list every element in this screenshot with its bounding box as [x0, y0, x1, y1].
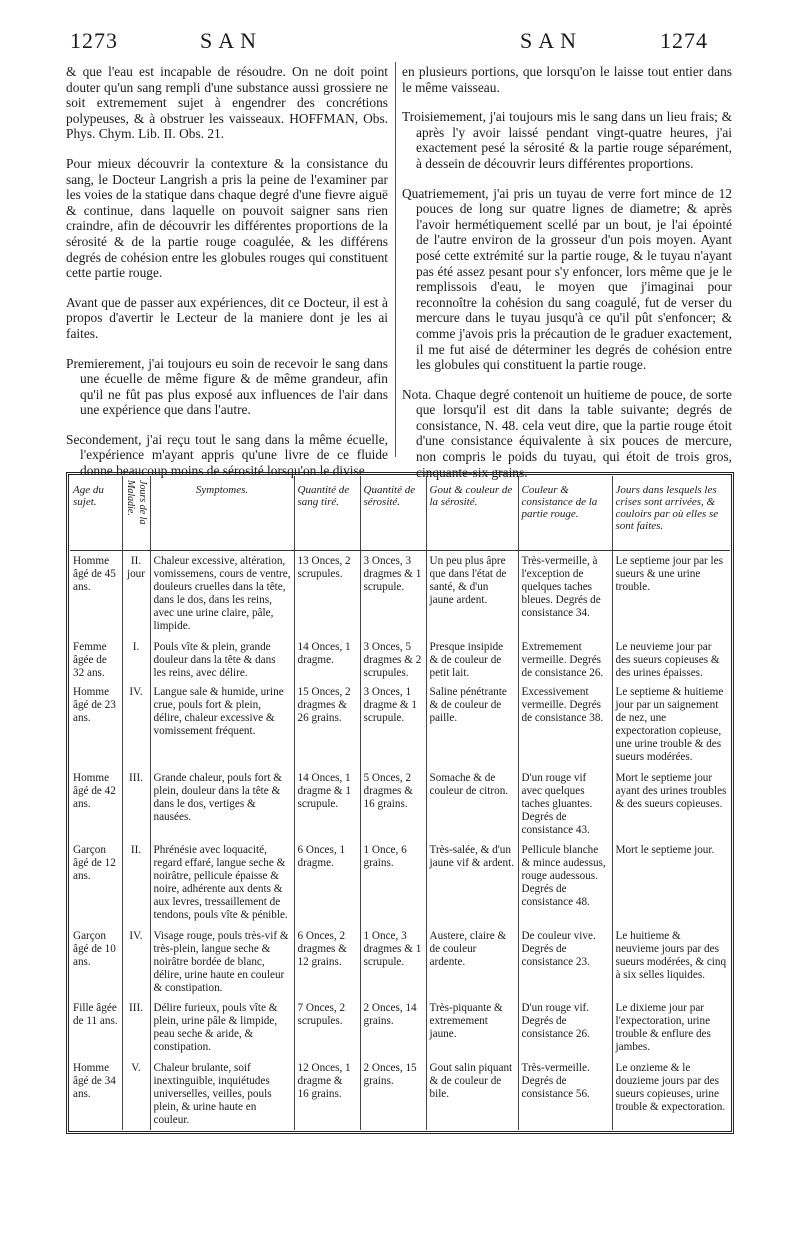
cell-age: Homme âgé de 42 ans. [70, 768, 122, 840]
table-row [70, 926, 730, 998]
paragraph: Nota. Chaque degré contenoit un huitieme de pouce, de sorte que lorsqu'il est dit dans la table suivante; degrés de consistance, N. 48. cela veut dire, que la partie rouge étoit d'une consistance équivalente à six pouces de mercure, non compris le poids du tuyau, qui étoit de trois gros, cinquante-six grains. [402, 386, 732, 480]
header-serosity-taste: Gout & couleur de la sérosité. [426, 476, 518, 551]
cell-serosity-quantity: 5 Onces, 2 dragmes & 16 grains. [360, 768, 426, 840]
cell-blood-quantity: 6 Onces, 1 dragme. [294, 840, 360, 926]
table-row [70, 840, 730, 926]
cell-symptoms: Pouls vîte & plein, grande douleur dans la tête & dans les reins, avec délire. [150, 637, 294, 683]
cell-serosity-taste: Très-salée, & d'un jaune vif & ardent. [426, 840, 518, 926]
cell-red-part: D'un rouge vif. Degrés de consistance 26. [518, 998, 612, 1057]
cell-serosity-taste: Austere, claire & de couleur ardente. [426, 926, 518, 998]
cell-serosity-taste: Somache & de couleur de citron. [426, 768, 518, 840]
cell-age: Femme âgée de 32 ans. [70, 637, 122, 683]
header-red-part: Couleur & consistance de la partie rouge. [518, 476, 612, 551]
table-row [70, 998, 730, 1057]
table-row [70, 551, 730, 637]
cell-serosity-quantity: 1 Once, 3 dragmes & 1 scrupule. [360, 926, 426, 998]
cell-blood-quantity: 15 Onces, 2 dragmes & 26 grains. [294, 682, 360, 768]
cell-serosity-quantity: 2 Onces, 15 grains. [360, 1058, 426, 1130]
cell-days: III. [122, 768, 150, 840]
cell-days: IV. [122, 926, 150, 998]
table-row [70, 682, 730, 768]
cell-serosity-quantity: 1 Once, 6 grains. [360, 840, 426, 926]
column-divider [395, 62, 396, 457]
cell-red-part: Très-vermeille. Degrés de consistance 56. [518, 1058, 612, 1130]
cell-days: V. [122, 1058, 150, 1130]
table-row [70, 1058, 730, 1130]
cell-days: I. [122, 637, 150, 683]
cell-serosity-taste: Gout salin piquant & de couleur de bile. [426, 1058, 518, 1130]
cell-blood-quantity: 7 Onces, 2 scrupules. [294, 998, 360, 1057]
cell-days: III. [122, 998, 150, 1057]
paragraph: Avant que de passer aux expériences, dit ce Docteur, il est à propos d'avertir le Lecteur de la maniere dont je les ai faites. [66, 294, 388, 341]
cell-blood-quantity: 14 Onces, 1 dragme & 1 scrupule. [294, 768, 360, 840]
paragraph: Quatriemement, j'ai pris un tuyau de verre fort mince de 12 pouces de long sur quatre lignes de diametre; & après l'avoir hermétiquement scellé par un bout, je l'ai épointé de l'autre environ de la grosseur d'un pois moyen. Ayant posé cette extrémité sur la partie rouge, & le tuyau n'ayant pas été assez pesant pour s'y enfoncer, lors même que je le remplissois d'eau, le moyen que j'imaginai pour reconnoître la cohésion du sang coagulé, fut de verser du mercure dans le tuyau jusqu'à ce qu'il pût s'enfoncer; & comme j'avois pris la précaution de le graduer exactement, il me fut aisé de déterminer les degrés de cohésion entre les globules qui constituent la partie rouge. [402, 185, 732, 373]
cell-symptoms: Délire furieux, pouls vîte & plein, urine pâle & limpide, peau seche & aride, & constipation. [150, 998, 294, 1057]
cell-crises: Mort le septieme jour ayant des urines troubles & des sueurs copieuses. [615, 772, 727, 811]
header-symptoms: Symptomes. [150, 476, 294, 551]
table-row [70, 768, 730, 840]
table-row [70, 637, 730, 683]
cell-blood-quantity: 6 Onces, 2 dragmes & 12 grains. [294, 926, 360, 998]
cell-age: Garçon âgé de 12 ans. [70, 840, 122, 926]
cell-red-part: D'un rouge vif avec quelques taches gluantes. Degrés de consistance 43. [518, 768, 612, 840]
cell-crises: Le septieme & huitieme jour par un saignement de nez, une expectoration copieuse, une urine trouble & des sueurs modérées. [615, 686, 724, 764]
header-crises: Jours dans lesquels les crises sont arrivées, & couloirs par où elles se sont faites. [612, 476, 730, 551]
cell-red-part: Pellicule blanche & mince audessus, rouge audessous. Degrés de consistance 48. [518, 840, 612, 926]
cell-days: II. jour [122, 551, 150, 637]
cell-crises: Le huitieme & neuvieme jours par des sueurs modérées, & cinq à six selles liquides. [615, 930, 727, 982]
running-head-right: SAN [520, 28, 583, 53]
page-number-left: 1273 [70, 28, 118, 53]
header-days: Jours de la Maladie. [122, 476, 150, 551]
cell-symptoms: Visage rouge, pouls très-vif & très-plein, langue seche & noirâtre bordée de blanc, délire, urine haute en couleur & constipation. [150, 926, 294, 998]
running-head-left: SAN [200, 28, 263, 53]
blood-observation-table [70, 476, 730, 1130]
cell-blood-quantity: 14 Onces, 1 dragme. [294, 637, 360, 683]
page-number-right: 1274 [660, 28, 708, 53]
cell-red-part: Excessivement vermeille. Degrés de consistance 38. [518, 682, 612, 768]
header-age: Age du sujet. [70, 476, 122, 551]
header-serosity-quantity: Quantité de sérosité. [360, 476, 426, 551]
cell-serosity-taste: Presque insipide & de couleur de petit lait. [426, 637, 518, 683]
paragraph: Troisiemement, j'ai toujours mis le sang dans un lieu frais; & après l'y avoir laissé pendant vingt-quatre heures, j'ai exactement pesé la sérosité & la partie rouge séparément, à dessein de découvrir leurs différentes proportions. [402, 109, 732, 171]
cell-crises: Le septieme jour par les sueurs & une urine trouble. [615, 555, 723, 593]
paragraph: & que l'eau est incapable de résoudre. On ne doit point douter qu'un sang rempli d'une substance aussi grossiere ne soit extremement sujet à engendrer des concrétions polypeuses, & à obstruer les vaisseaux. HOFFMAN, Obs. Phys. Chym. Lib. II. Obs. 21. [66, 64, 388, 142]
right-text-column [402, 64, 732, 494]
cell-crises: Le neuvieme jour par des sueurs copieuses & des urines épaisses. [615, 640, 720, 679]
paragraph: Secondement, j'ai reçu tout le sang dans la même écuelle, l'expérience m'ayant appris qu'une livre de ce fluide donne beaucoup moins de sérosité lorsqu'on le divise [66, 431, 388, 479]
cell-serosity-taste: Un peu plus âpre que dans l'état de santé, & d'un jaune ardent. [426, 551, 518, 637]
cell-symptoms: Chaleur brulante, soif inextinguible, inquiétudes universelles, veilles, pouls plein, & urine haute en couleur. [150, 1058, 294, 1130]
cell-crises: Le dixieme jour par l'expectoration, urine trouble & enflure des jambes. [615, 1002, 711, 1054]
header-blood-quantity: Quantité de sang tiré. [294, 476, 360, 551]
cell-age: Fille âgée de 11 ans. [70, 998, 122, 1057]
cell-red-part: Extremement vermeille. Degrés de consistance 26. [518, 637, 612, 683]
cell-days: II. [122, 840, 150, 926]
paragraph: en plusieurs portions, que lorsqu'on le laisse tout entier dans le même vaisseau. [402, 64, 732, 95]
cell-serosity-quantity: 3 Onces, 3 dragmes & 1 scrupule. [360, 551, 426, 637]
cell-crises: Mort le septieme jour. [615, 844, 715, 857]
cell-serosity-quantity: 2 Onces, 14 grains. [360, 998, 426, 1057]
cell-age: Homme âgé de 23 ans. [70, 682, 122, 768]
cell-symptoms: Grande chaleur, pouls fort & plein, douleur dans la tête & dans le dos, vertiges & nausées. [150, 768, 294, 840]
cell-days: IV. [122, 682, 150, 768]
cell-age: Garçon âgé de 10 ans. [70, 926, 122, 998]
cell-red-part: De couleur vive. Degrés de consistance 23. [518, 926, 612, 998]
cell-serosity-taste: Très-piquante & extremement jaune. [426, 998, 518, 1057]
left-text-column [66, 64, 388, 493]
table-header-row [70, 476, 730, 551]
cell-crises: Le onzieme & le douzieme jours par des sueurs copieuses, urine trouble & expectoration. [615, 1061, 726, 1113]
cell-age: Homme âgé de 45 ans. [70, 551, 122, 637]
paragraph: Premierement, j'ai toujours eu soin de recevoir le sang dans une écuelle de même figure & de même grandeur, afin qu'il ne fût pas plus exposé aux influences de l'air dans une expérience que dans l'autre. [66, 355, 388, 418]
cell-serosity-quantity: 3 Onces, 5 dragmes & 2 scrupules. [360, 637, 426, 683]
cell-symptoms: Phrénésie avec loquacité, regard effaré, langue seche & noirâtre, pellicule épaisse & noire, adhérente aux dents & aux levres, tressaillement de tendons, pouls vîte & pénible. [150, 840, 294, 926]
cell-blood-quantity: 13 Onces, 2 scrupules. [294, 551, 360, 637]
cell-blood-quantity: 12 Onces, 1 dragme & 16 grains. [294, 1058, 360, 1130]
cell-red-part: Très-vermeille, à l'exception de quelques taches bleues. Degrés de consistance 34. [518, 551, 612, 637]
cell-symptoms: Langue sale & humide, urine crue, pouls fort & plein, délire, chaleur excessive & vomissement fréquent. [150, 682, 294, 768]
cell-symptoms: Chaleur excessive, altération, vomissemens, cours de ventre, douleurs cruelles dans la tête, dans le dos, dans les reins, avec une urine claire, pâle, limpide. [150, 551, 294, 637]
paragraph: Pour mieux découvrir la contexture & la consistance du sang, le Docteur Langrish a pris la peine de l'examiner par les voies de la statique dans chaque degré d'une fievre aiguë & continue, dans laquelle on pouvoit saigner sans rien craindre, afin de découvrir les différentes proportions de la sérosité & de la partie rouge coagulée, & les différens degrés de cohésion entre les globules rouges qui constituent cette partie rouge. [66, 155, 388, 281]
cell-serosity-quantity: 3 Onces, 1 dragme & 1 scrupule. [360, 682, 426, 768]
cell-serosity-taste: Saline pénétrante & de couleur de paille. [426, 682, 518, 768]
cell-age: Homme âgé de 34 ans. [70, 1058, 122, 1130]
